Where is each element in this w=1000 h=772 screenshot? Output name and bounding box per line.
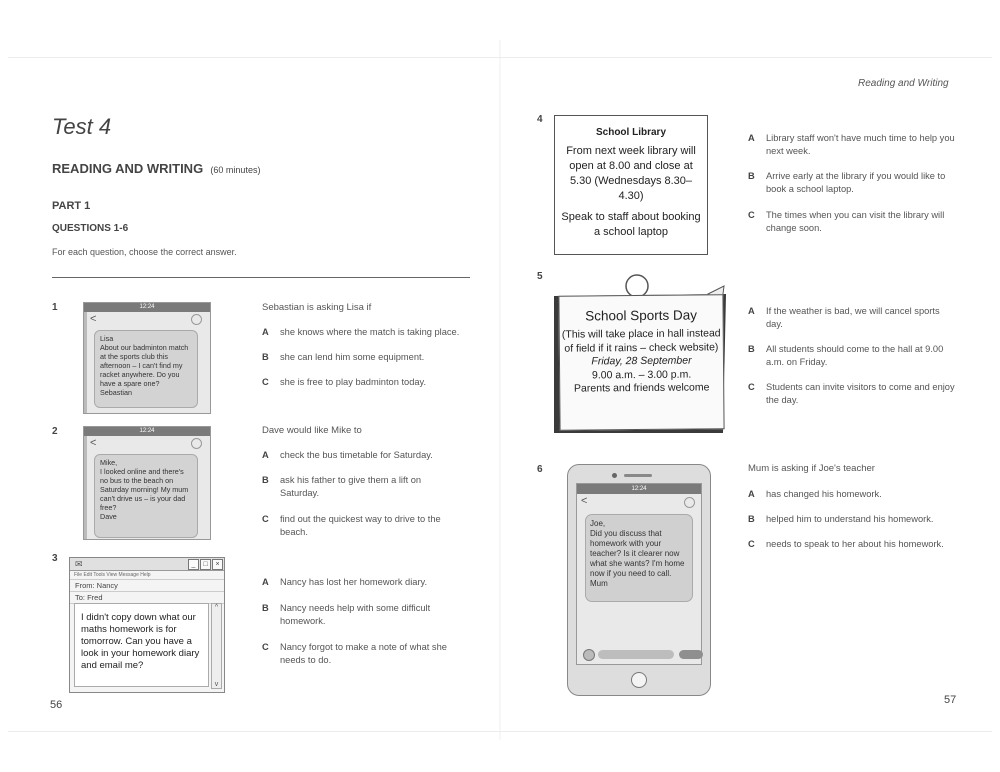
- email-body: I didn't copy down what our maths homework is for tomorrow. Can you have a look in your homework diary and email me?: [74, 603, 209, 687]
- option-text: she can lend him some equipment.: [280, 352, 425, 362]
- scroll-up-icon: ^: [214, 604, 219, 611]
- option-text: The times when you can visit the library will change soon.: [766, 210, 945, 233]
- option-6a: [748, 488, 968, 501]
- option-letter: C: [262, 377, 269, 387]
- option-letter: C: [748, 382, 755, 392]
- notice-time: 9.00 a.m. – 3.00 p.m.: [591, 368, 692, 381]
- camera-button-icon: [583, 649, 595, 661]
- option-1a: [262, 326, 482, 339]
- option-text: Nancy needs help with some difficult homework.: [280, 603, 431, 626]
- email-menu-bar: File Edit Tools View Message Help: [70, 571, 224, 580]
- message-bubble: Lisa About our badminton match at the sports club this afternoon – I can't find my racket anywhere. Do you have a spare one? Sebastian: [94, 330, 198, 408]
- email-to: To: Fred: [70, 592, 224, 604]
- circle-icon: [191, 438, 202, 449]
- option-letter: A: [748, 489, 755, 499]
- option-4c: [748, 209, 963, 235]
- close-icon: ×: [212, 559, 223, 570]
- phone-edge: [84, 427, 87, 539]
- option-3a: [262, 576, 462, 589]
- home-button-icon: [631, 672, 647, 688]
- notice-opening-hours: From next week library will open at 8.00 and close at 5.30 (Wednesdays 8.30–4.30): [566, 145, 696, 202]
- notice-date: Friday, 28 September: [591, 354, 692, 368]
- option-letter: C: [748, 210, 755, 220]
- send-button: [679, 650, 703, 659]
- option-letter: C: [262, 514, 269, 524]
- back-chevron-icon: <: [90, 313, 97, 325]
- message-input-row: [583, 649, 695, 661]
- circle-icon: [191, 314, 202, 325]
- email-title-bar: [70, 558, 224, 571]
- notice-title: School Sports Day: [585, 307, 698, 324]
- notice-visitors: Parents and friends welcome: [573, 381, 710, 395]
- q1-phone-message: [83, 302, 211, 414]
- q6-phone-message: [567, 464, 711, 696]
- option-letter: A: [262, 450, 269, 460]
- option-text: has changed his homework.: [766, 489, 882, 499]
- option-text: Library staff won't have much time to help you next week.: [766, 133, 955, 156]
- question-stem-1: Sebastian is asking Lisa if: [262, 302, 372, 313]
- question-number-5: 5: [537, 271, 543, 282]
- option-3c: [262, 641, 462, 667]
- running-header: Reading and Writing: [858, 78, 949, 89]
- section-title-text: READING AND WRITING: [52, 161, 204, 176]
- question-number-2: 2: [52, 426, 58, 437]
- question-stem-2: Dave would like Mike to: [262, 425, 362, 436]
- question-number-6: 6: [537, 464, 543, 475]
- question-number-4: 4: [537, 114, 543, 125]
- phone-edge: [84, 303, 87, 413]
- option-text: ask his father to give them a lift on Saturday.: [280, 475, 422, 498]
- option-5a: [748, 305, 958, 331]
- option-2b: [262, 474, 462, 500]
- page-number-right: 57: [944, 694, 957, 706]
- status-bar: 12:24: [84, 303, 210, 312]
- option-3b: [262, 602, 462, 628]
- option-text: check the bus timetable for Saturday.: [280, 450, 433, 460]
- option-text: Arrive early at the library if you would like to book a school laptop.: [766, 171, 946, 194]
- question-number-3: 3: [52, 553, 58, 564]
- option-text: Nancy forgot to make a note of what she needs to do.: [280, 642, 447, 665]
- message-bubble: Mike, I looked online and there's no bus to the beach on Saturday morning! My mum can't drive us – is your dad free? Dave: [94, 454, 198, 538]
- option-1b: [262, 351, 482, 364]
- test-title: Test 4: [52, 114, 112, 139]
- message-input: [598, 650, 674, 659]
- questions-label: QUESTIONS 1-6: [52, 223, 129, 234]
- circle-icon: [684, 497, 695, 508]
- section-duration: (60 minutes): [210, 165, 261, 175]
- option-text: If the weather is bad, we will cancel sports day.: [766, 306, 940, 329]
- option-text: All students should come to the hall at 9.00 a.m. on Friday.: [766, 344, 944, 367]
- option-letter: C: [262, 642, 269, 652]
- option-letter: C: [748, 539, 755, 549]
- option-letter: A: [262, 577, 269, 587]
- notice-rain-info: (This will take place in hall instead of field if it rains – check website): [561, 327, 721, 355]
- option-letter: B: [748, 514, 755, 524]
- email-scrollbar: [211, 603, 222, 689]
- page-gutter: [499, 40, 501, 740]
- status-bar: 12:24: [577, 484, 701, 494]
- option-2c: [262, 513, 462, 539]
- option-letter: B: [262, 475, 269, 485]
- option-5c: [748, 381, 958, 407]
- envelope-icon: ✉: [75, 559, 83, 569]
- question-stem-6: Mum is asking if Joe's teacher: [748, 463, 875, 474]
- option-4a: [748, 132, 963, 158]
- option-letter: B: [262, 603, 269, 613]
- page-number-left: 56: [50, 699, 63, 711]
- option-6b: [748, 513, 968, 526]
- bottom-edge-line: [8, 731, 992, 732]
- q3-email-window: [69, 557, 225, 693]
- option-letter: B: [748, 171, 755, 181]
- option-text: Nancy has lost her homework diary.: [280, 577, 428, 587]
- q2-phone-message: [83, 426, 211, 540]
- instruction-text: For each question, choose the correct answer.: [52, 247, 237, 257]
- option-6c: [748, 538, 968, 551]
- section-title: [52, 161, 260, 176]
- option-letter: A: [262, 327, 269, 337]
- status-bar: 12:24: [84, 427, 210, 436]
- back-chevron-icon: <: [581, 495, 588, 507]
- option-2a: [262, 449, 462, 462]
- top-edge-line: [8, 57, 992, 58]
- option-text: helped him to understand his homework.: [766, 514, 934, 524]
- option-text: find out the quickest way to drive to the beach.: [280, 514, 441, 537]
- option-text: she knows where the match is taking place.: [280, 327, 460, 337]
- library-notice: [554, 115, 708, 255]
- option-5b: [748, 343, 958, 369]
- option-letter: A: [748, 306, 755, 316]
- option-4b: [748, 170, 963, 196]
- option-1c: [262, 376, 482, 389]
- message-bubble: Joe, Did you discuss that homework with your teacher? Is it clearer now what she wants? I'm home now if you need to call. Mum: [585, 514, 693, 602]
- option-letter: A: [748, 133, 755, 143]
- section-divider: [52, 277, 470, 278]
- email-from: From: Nancy: [70, 580, 224, 592]
- camera-icon: [612, 473, 617, 478]
- part-label: PART 1: [52, 200, 91, 212]
- notice-title: School Library: [595, 127, 666, 138]
- option-letter: B: [748, 344, 755, 354]
- maximize-icon: □: [200, 559, 211, 570]
- scroll-down-icon: v: [214, 681, 219, 688]
- option-text: needs to speak to her about his homework.: [766, 539, 944, 549]
- phone-screen: [576, 483, 702, 665]
- option-text: she is free to play badminton today.: [280, 377, 427, 387]
- option-letter: B: [262, 352, 269, 362]
- question-number-1: 1: [52, 302, 58, 313]
- back-chevron-icon: <: [90, 437, 97, 449]
- option-text: Students can invite visitors to come and enjoy the day.: [766, 382, 955, 405]
- speaker-icon: [624, 474, 652, 477]
- minimize-icon: _: [188, 559, 199, 570]
- notice-laptop-booking: Speak to staff about booking a school laptop: [561, 211, 701, 238]
- sports-day-notice: [558, 294, 724, 430]
